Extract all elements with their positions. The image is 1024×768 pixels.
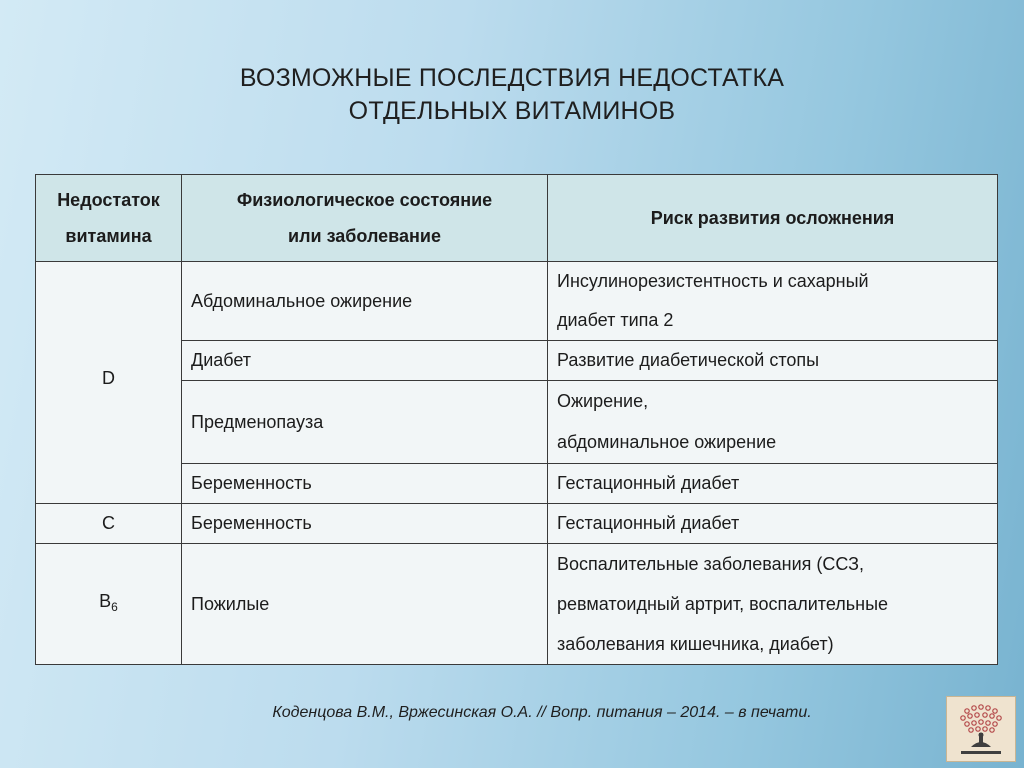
condition-cell: Беременность <box>182 504 548 544</box>
table-row <box>36 262 998 341</box>
risk-cell <box>548 464 998 504</box>
institute-logo-icon <box>947 697 1015 761</box>
vitamin-cell-c: C <box>36 504 182 544</box>
table-row <box>36 504 998 544</box>
header-col1-line-1: Недостаток <box>57 190 160 210</box>
risk-line: Гестационный диабет <box>557 473 740 493</box>
header-condition <box>182 175 548 262</box>
condition-cell: Диабет <box>182 341 548 381</box>
condition-cell: Абдоминальное ожирение <box>182 262 548 341</box>
header-vitamin-deficiency <box>36 175 182 262</box>
risk-line: Ожирение, <box>557 391 649 411</box>
risk-line: Воспалительные заболевания (ССЗ, <box>557 554 865 574</box>
risk-cell <box>548 544 998 665</box>
risk-line: абдоминальное ожирение <box>557 432 777 452</box>
vitamin-cell-b6 <box>36 544 182 665</box>
condition-cell: Предменопауза <box>182 381 548 464</box>
risk-line: Гестационный диабет <box>557 513 740 533</box>
citation: Коденцова В.М., Вржесинская О.А. // Вопр. питания – 2014. – в печати. <box>272 704 812 721</box>
vitamin-subscript: 6 <box>111 599 118 614</box>
table-row <box>36 544 998 665</box>
condition-cell: Беременность <box>182 464 548 504</box>
risk-line: ревматоидный артрит, воспалительные <box>557 594 889 614</box>
risk-cell <box>548 381 998 464</box>
risk-line: заболевания кишечника, диабет) <box>557 634 834 654</box>
header-col1-line-2: витамина <box>65 226 152 246</box>
risk-line: Инсулинорезистентность и сахарный <box>557 271 869 291</box>
vitamin-deficiency-table <box>35 174 998 665</box>
table-header-row <box>36 175 998 262</box>
header-col2-line-1: Физиологическое состояние <box>236 190 493 210</box>
slide-title-line-1: ВОЗМОЖНЫЕ ПОСЛЕДСТВИЯ НЕДОСТАТКА <box>239 64 785 92</box>
risk-line: Развитие диабетической стопы <box>557 350 820 370</box>
vitamin-cell-d: D <box>36 262 182 504</box>
slide-title-line-2: ОТДЕЛЬНЫХ ВИТАМИНОВ <box>348 97 676 125</box>
header-col2-line-2: или заболевание <box>288 226 441 246</box>
risk-cell <box>548 341 998 381</box>
vitamin-letter: B <box>99 590 112 611</box>
slide-title <box>0 62 1024 128</box>
risk-line: диабет типа 2 <box>557 310 674 330</box>
institute-logo <box>946 696 1016 762</box>
condition-cell: Пожилые <box>182 544 548 665</box>
header-complication-risk: Риск развития осложнения <box>548 175 998 262</box>
risk-cell <box>548 504 998 544</box>
risk-cell <box>548 262 998 341</box>
